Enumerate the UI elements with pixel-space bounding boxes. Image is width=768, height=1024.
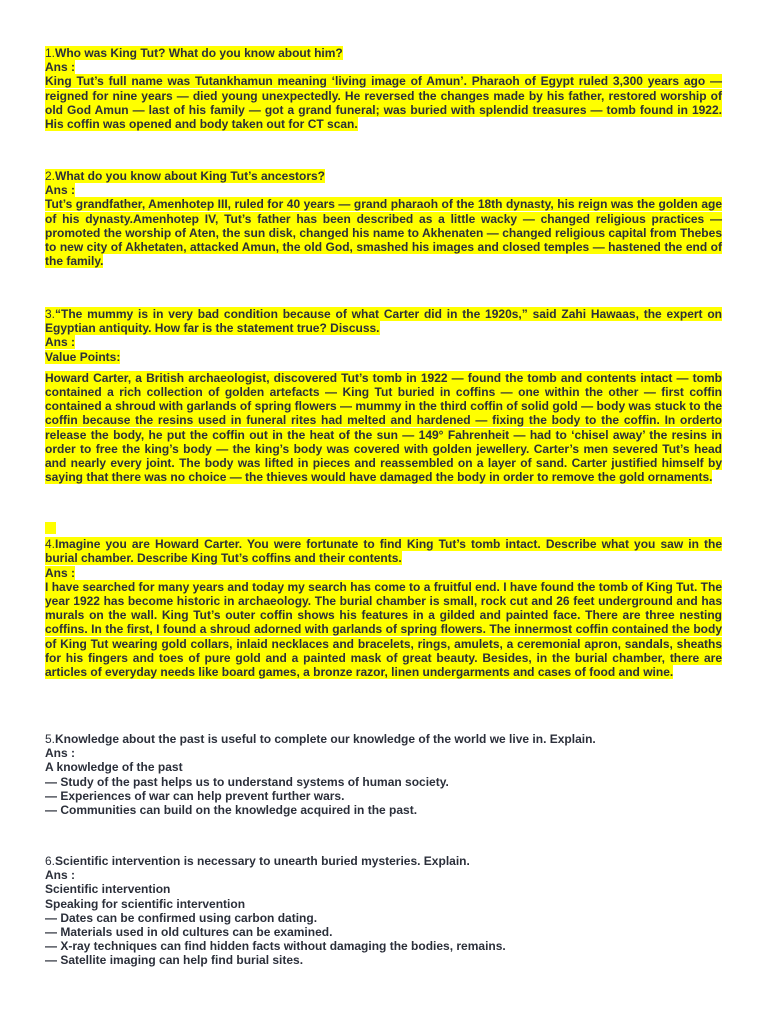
question-text: Scientific intervention is necessary to unearth buried mysteries. Explain. [55,854,470,868]
answer-line: — Experiences of war can help prevent further wars. [45,788,345,803]
ans-label: Ans : [45,565,75,580]
question-number: 4. [45,537,56,552]
answer-line: A knowledge of the past [45,760,183,775]
ans-label: Ans : [45,60,75,75]
question-block-2 [45,169,722,268]
question-text: Who was King Tut? What do you know about him? [55,46,343,60]
ans-label: Ans : [45,746,75,761]
answer-text: I have searched for many years and today my search has come to a fruitful end. I have found the tomb of King Tut. The year 1922 has become historic in archaeology. The burial chamber is small, rock cut and 26 feet underground and has murals on the wall. King Tut’s outer coffin shows his features in a gilded and painted face. There are three nesting coffins. In the first, I found a shroud adorned with garlands of spring flowers. The innermost coffin contained the body of King Tut wearing gold collars, inlaid necklaces and bracelets, rings, amulets, a ceremonial apron, sandals, sheaths for his fingers and toes of pure gold and a painted mask of great beauty. Besides, in the burial chamber, there are articles of everyday needs like board games, a bronze razor, linen undergarments and cases of food and wine. [45,579,722,680]
answer-line: Speaking for scientific intervention [45,896,246,911]
highlight-marker [45,522,56,534]
question-text: What do you know about King Tut’s ancestors? [55,169,326,183]
question-block-6 [45,854,506,968]
question-number: 2. [45,169,56,183]
ans-label: Ans : [45,868,75,883]
answer-text: Tut’s grandfather, Amenhotep III, ruled for 40 years — grand pharaoh of the 18th dynasty, his reign was the golden age of his dynasty.Amenhotep IV, Tut’s father has been described as a little wacky — changed religious practices — promoted the worship of Aten, the sun disk, changed his name to Akhenaten — changed religious capital from Thebes to new city of Akhetaten, attacked Amun, the old God, smashed his images and closed temples — hastened the end of the family. [45,197,722,269]
answer-line: Scientific intervention [45,882,171,897]
question-text: Knowledge about the past is useful to complete our knowledge of the world we live in. Explain. [55,732,596,746]
answer-line: — Dates can be confirmed using carbon dating. [45,910,318,925]
question-text: “The mummy is in very bad condition because of what Carter did in the 1920s,” said Zahi Hawaas, the expert on Egyptian antiquity. How far is the statement true? Discuss. [45,307,722,336]
answer-text: King Tut’s full name was Tutankhamun meaning ‘living image of Amun’. Pharaoh of Egypt ruled 3,300 years ago — reigned for nine years — died young unexpectedly. He reversed the changes made by his father, restored worship of old God Amun — last of his family — got a grand funeral; was buried with splendid treasures — tomb found in 1922. His coffin was opened and body taken out for CT scan. [45,74,722,132]
question-block-3 [45,307,722,484]
question-number: 1. [45,46,56,60]
answer-text: Howard Carter, a British archaeologist, discovered Tut’s tomb in 1922 — found the tomb and contents intact — tomb contained a rich collection of golden artefacts — King Tut buried in coffins — one within the other — first coffin contained a shroud with garlands of spring flowers — mummy in the third coffin of solid gold — body was stuck to the coffin because the resins used in funeral rites had melted and hardened — fixing the body to the coffin. In orderto release the body, he put the coffin out in the heat of the sun — 149° Fahrenheit — had to ‘chisel away’ the resins in order to free the king’s body — the king’s body was covered with golden jewellery. Carter’s men severed Tut’s head and nearly every joint. The body was lifted in pieces and reassembled on a layer of sand. Carter justified himself by saying that there was no choice — the thieves would have damaged the body in order to remove the gold ornaments. [45,370,722,485]
ans-label: Ans : [45,335,75,350]
question-block-4 [45,522,722,679]
question-number: 6. [45,854,56,868]
value-points-label: Value Points: [45,349,121,364]
answer-line: — Materials used in old cultures can be examined. [45,925,333,940]
question-text: Imagine you are Howard Carter. You were fortunate to find King Tut’s tomb intact. Describe what you saw in the burial chamber. Describe King Tut’s coffins and their contents. [45,537,722,566]
answer-line: — Satellite imaging can help find burial sites. [45,953,304,968]
answer-line: — Communities can build on the knowledge acquired in the past. [45,803,418,818]
answer-line: — X-ray techniques can find hidden facts without damaging the bodies, remains. [45,939,506,954]
ans-label: Ans : [45,183,75,198]
question-block-5 [45,732,596,817]
question-number: 5. [45,732,56,746]
answer-line: — Study of the past helps us to understand systems of human society. [45,774,449,789]
question-block-1 [45,46,722,131]
question-number: 3. [45,307,56,321]
